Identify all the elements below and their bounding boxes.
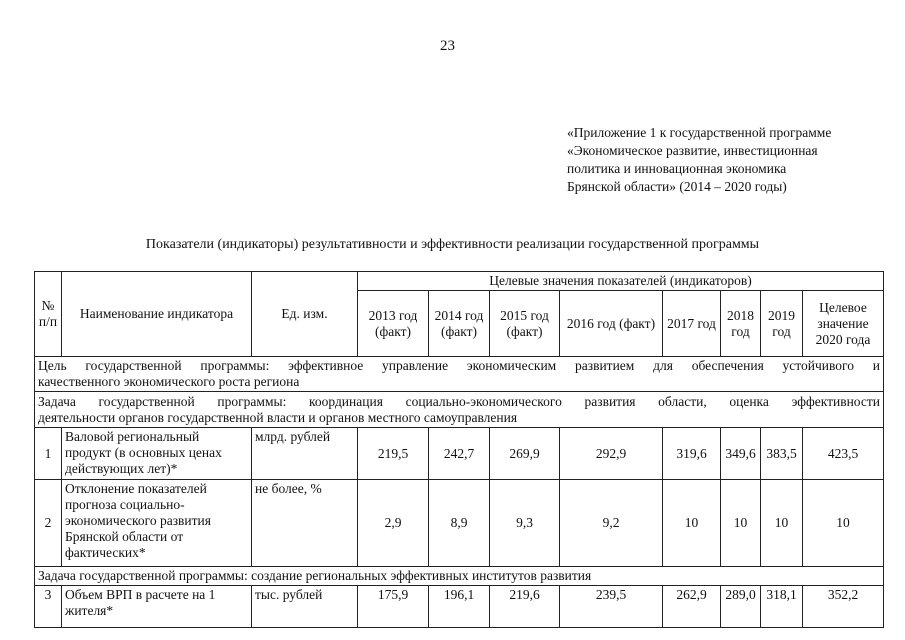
- task-text: [35, 392, 884, 428]
- task-row: [35, 392, 884, 428]
- goal-text: [35, 357, 884, 392]
- row-value: 10: [761, 480, 803, 567]
- header-year: 2014 год (факт): [429, 291, 490, 357]
- row-num: 2: [35, 480, 62, 567]
- row-value: 175,9: [358, 586, 429, 628]
- task-text: Задача государственной программы: создание региональных эффективных институтов развития: [35, 567, 884, 586]
- header-year: 2019 год: [761, 291, 803, 357]
- table-row: [35, 480, 884, 567]
- header-row: [35, 272, 884, 291]
- document-title: Показатели (индикаторы) результативности и эффективности реализации государственной программы: [145, 237, 760, 252]
- header-year: 2017 год: [663, 291, 721, 357]
- table-row: [35, 586, 884, 628]
- row-unit: тыс. рублей: [252, 586, 358, 628]
- row-name: Объем ВРП в расчете на 1 жителя*: [62, 586, 252, 628]
- task-row: [35, 567, 884, 586]
- appendix-note: [567, 124, 887, 196]
- row-value: 289,0: [721, 586, 761, 628]
- row-num: 1: [35, 428, 62, 480]
- appendix-line: Брянской области» (2014 – 2020 годы): [567, 179, 787, 194]
- header-year: 2018 год: [721, 291, 761, 357]
- row-value: 242,7: [429, 428, 490, 480]
- row-unit: млрд. рублей: [252, 428, 358, 480]
- row-name: Отклонение показателей прогноза социально-экономического развития Брянской области от фактических*: [62, 480, 252, 567]
- row-value: 10: [721, 480, 761, 567]
- row-value: 196,1: [429, 586, 490, 628]
- row-value: 9,3: [490, 480, 560, 567]
- appendix-line: «Приложение 1 к государственной программе: [567, 125, 832, 140]
- row-value: 9,2: [560, 480, 663, 567]
- row-num: 3: [35, 586, 62, 628]
- row-value: 318,1: [761, 586, 803, 628]
- header-year: 2016 год (факт): [560, 291, 663, 357]
- row-value: 219,5: [358, 428, 429, 480]
- row-value: 352,2: [803, 586, 884, 628]
- goal-row: [35, 357, 884, 392]
- row-value: 319,6: [663, 428, 721, 480]
- row-value: 8,9: [429, 480, 490, 567]
- header-num: № п/п: [35, 272, 62, 357]
- row-unit: не более, %: [252, 480, 358, 567]
- row-name: Валовой региональный продукт (в основных ценах действующих лет)*: [62, 428, 252, 480]
- row-value: 2,9: [358, 480, 429, 567]
- row-value: 349,6: [721, 428, 761, 480]
- row-value: 269,9: [490, 428, 560, 480]
- row-value: 292,9: [560, 428, 663, 480]
- row-value: 423,5: [803, 428, 884, 480]
- indicators-table: [34, 271, 884, 628]
- header-target-values: Целевые значения показателей (индикаторов): [358, 272, 884, 291]
- table-row: [35, 428, 884, 480]
- header-name: Наименование индикатора: [62, 272, 252, 357]
- row-value: 239,5: [560, 586, 663, 628]
- goal-line: Цель государственной программы: эффективное управление экономическим развитием для обеспечения устойчивого и: [38, 358, 880, 373]
- row-value: 10: [663, 480, 721, 567]
- task-line: Задача государственной программы: координация социально-экономического развития области, оценка эффективности: [38, 393, 880, 409]
- goal-line: качественного экономического роста региона: [38, 374, 300, 389]
- row-value: 10: [803, 480, 884, 567]
- task-line: деятельности органов государственной власти и органов местного самоуправления: [38, 409, 518, 425]
- row-value: 219,6: [490, 586, 560, 628]
- row-value: 262,9: [663, 586, 721, 628]
- page-number: 23: [440, 38, 455, 54]
- appendix-line: политика и инновационная экономика: [567, 161, 787, 176]
- header-unit: Ед. изм.: [252, 272, 358, 357]
- header-year: 2013 год (факт): [358, 291, 429, 357]
- row-value: 383,5: [761, 428, 803, 480]
- header-year: Целевое значение 2020 года: [803, 291, 884, 357]
- header-year: 2015 год (факт): [490, 291, 560, 357]
- appendix-line: «Экономическое развитие, инвестиционная: [567, 143, 818, 158]
